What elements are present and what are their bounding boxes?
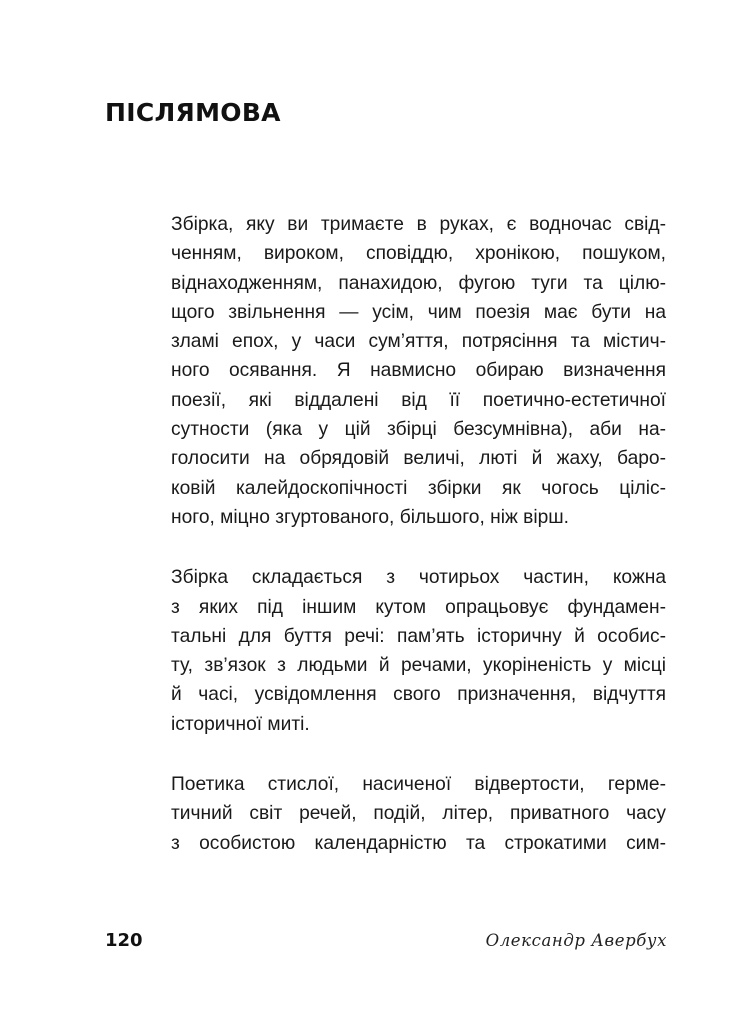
running-author: Олександр Авербух <box>485 931 667 950</box>
text-line: ного, міцно згуртованого, більшого, ніж вірш. <box>171 506 570 528</box>
text-line: й часі, усвідомлення свого призначення, відчуття <box>171 684 666 706</box>
text-line: тичний світ речей, подій, літер, приватного часу <box>171 803 666 825</box>
text-line: Збірка складається з чотирьох частин, кожна <box>171 567 666 589</box>
text-line: тальні для буття речі: пам’ять історичну й особис- <box>171 625 666 647</box>
text-line: ту, зв’язок з людьми й речами, укоріненість у місці <box>171 655 666 677</box>
text-line: Поетика стислої, насиченої відвертости, герме- <box>171 774 666 796</box>
text-line: поезії, які віддалені від її поетично-естетичної <box>171 389 666 411</box>
text-line: щого звільнення — усім, чим поезія має бути на <box>171 301 666 323</box>
text-line: сутности (яка у цій збірці безсумнівна), аби на- <box>171 419 666 441</box>
text-line: з особистою календарністю та строкатими сим- <box>171 832 666 854</box>
paragraph <box>171 210 666 532</box>
text-line: зламі епох, у часи сум’яття, потрясіння та містич- <box>171 331 666 353</box>
body-text <box>171 210 666 889</box>
text-line: з яких під іншим кутом опрацьовує фундамен- <box>171 596 666 618</box>
text-line: Збірка, яку ви тримаєте в руках, є водночас свід- <box>171 214 666 235</box>
page-number: 120 <box>105 930 143 951</box>
page-title: ПІСЛЯМОВА <box>105 98 281 127</box>
text-line: ченням, вироком, сповіддю, хронікою, пошуком, <box>171 243 666 265</box>
paragraph <box>171 563 666 739</box>
text-line: історичної миті. <box>171 713 310 735</box>
paragraph <box>171 770 666 858</box>
text-line: голосити на обрядовій величі, люті й жаху, баро- <box>171 448 666 470</box>
text-line: ного осявання. Я навмисно обираю визначення <box>171 360 666 382</box>
text-line: віднаходженням, панахидою, фугою туги та цілю- <box>171 272 666 294</box>
text-line: ковій калейдоскопічності збірки як чогось цiліс- <box>171 477 666 499</box>
